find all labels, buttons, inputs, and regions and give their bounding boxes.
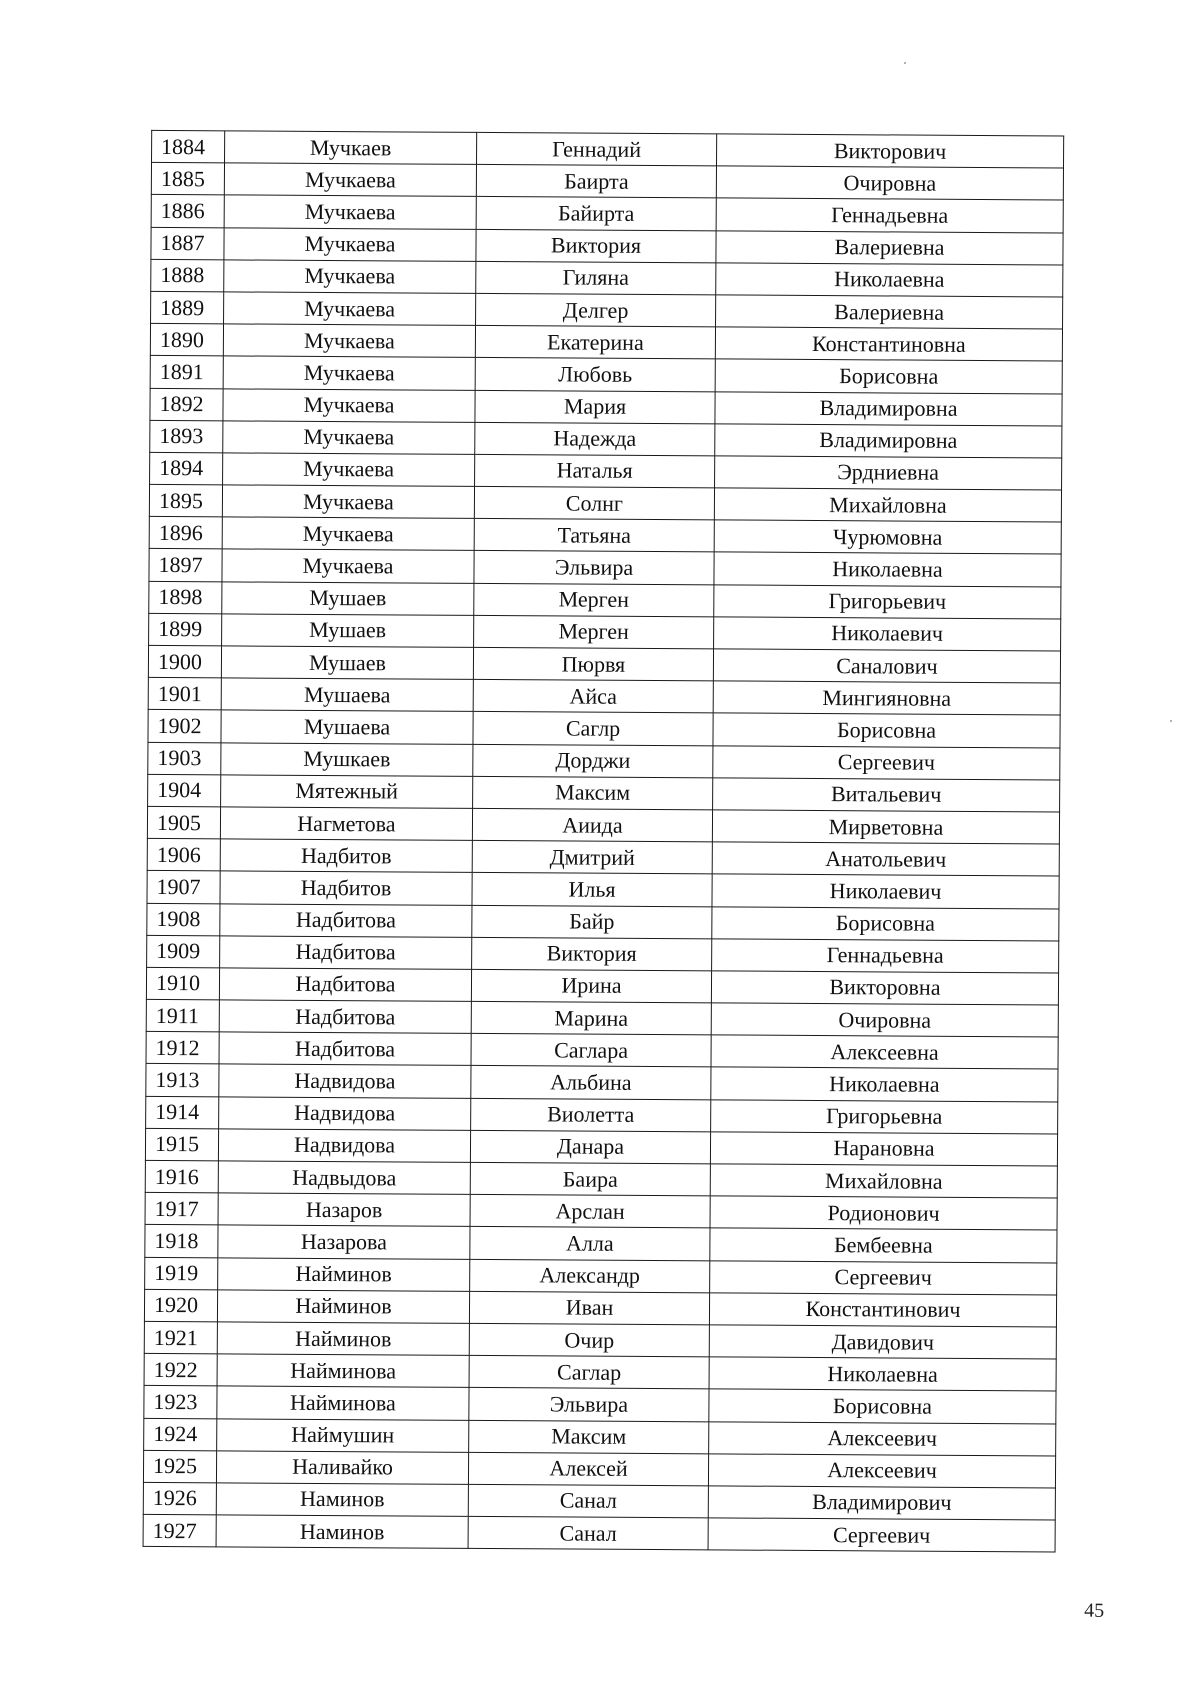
patronymic-cell: Чурюмовна bbox=[714, 520, 1061, 554]
first-name-cell: Максим bbox=[473, 776, 713, 810]
patronymic-cell: Бембеевна bbox=[710, 1228, 1057, 1262]
first-name-cell: Данара bbox=[470, 1130, 710, 1164]
patronymic-cell: Борисовна bbox=[713, 713, 1060, 747]
first-name-cell: Александр bbox=[470, 1259, 710, 1293]
last-name-cell: Мушаева bbox=[221, 710, 473, 744]
last-name-cell: Мучкаева bbox=[224, 292, 476, 326]
first-name-cell: Саглар bbox=[469, 1356, 709, 1390]
first-name-cell: Иван bbox=[469, 1291, 709, 1325]
record-number-cell: 1909 bbox=[147, 935, 220, 968]
record-number-cell: 1898 bbox=[149, 581, 222, 614]
last-name-cell: Назаров bbox=[218, 1193, 470, 1227]
first-name-cell: Гиляна bbox=[476, 261, 716, 295]
patronymic-cell: Михайловна bbox=[710, 1164, 1057, 1198]
record-number-cell: 1887 bbox=[151, 227, 224, 260]
patronymic-cell: Николаевич bbox=[712, 874, 1059, 908]
record-number-cell: 1888 bbox=[151, 259, 224, 292]
record-number-cell: 1924 bbox=[144, 1418, 217, 1451]
first-name-cell: Солнг bbox=[474, 486, 714, 520]
patronymic-cell: Валериевна bbox=[716, 295, 1063, 329]
first-name-cell: Алла bbox=[470, 1227, 710, 1261]
last-name-cell: Мучкаева bbox=[222, 549, 474, 583]
record-number-cell: 1907 bbox=[147, 871, 220, 904]
patronymic-cell: Алексеевич bbox=[708, 1454, 1055, 1488]
first-name-cell: Мария bbox=[475, 390, 715, 424]
last-name-cell: Назарова bbox=[218, 1225, 470, 1259]
first-name-cell: Эльвира bbox=[469, 1388, 709, 1422]
first-name-cell: Санал bbox=[468, 1484, 708, 1518]
first-name-cell: Виолетта bbox=[471, 1098, 711, 1132]
patronymic-cell: Борисовна bbox=[712, 906, 1059, 940]
patronymic-cell: Николаевич bbox=[714, 617, 1061, 651]
last-name-cell: Надбитова bbox=[220, 903, 472, 937]
patronymic-cell: Валериевна bbox=[716, 230, 1063, 264]
first-name-cell: Дорджи bbox=[473, 744, 713, 778]
last-name-cell: Надбитова bbox=[219, 1000, 471, 1034]
first-name-cell: Наталья bbox=[475, 454, 715, 488]
patronymic-cell: Владимировна bbox=[715, 391, 1062, 425]
record-number-cell: 1917 bbox=[145, 1193, 218, 1226]
patronymic-cell: Витальевич bbox=[713, 778, 1060, 812]
first-name-cell: Ирина bbox=[471, 969, 711, 1003]
patronymic-cell: Родионович bbox=[710, 1196, 1057, 1230]
last-name-cell: Найминов bbox=[217, 1322, 469, 1356]
record-number-cell: 1923 bbox=[144, 1386, 217, 1419]
last-name-cell: Мучкаева bbox=[223, 356, 475, 390]
patronymic-cell: Борисовна bbox=[715, 359, 1062, 393]
last-name-cell: Мучкаева bbox=[224, 163, 476, 197]
last-name-cell: Надбитова bbox=[220, 936, 472, 970]
patronymic-cell: Константиновна bbox=[715, 327, 1062, 361]
patronymic-cell: Саналович bbox=[713, 649, 1060, 683]
patronymic-cell: Сергеевич bbox=[713, 745, 1060, 779]
record-number-cell: 1884 bbox=[152, 130, 225, 163]
first-name-cell: Мерген bbox=[474, 583, 714, 617]
record-number-cell: 1906 bbox=[147, 839, 220, 872]
first-name-cell: Алексей bbox=[468, 1452, 708, 1486]
record-number-cell: 1914 bbox=[146, 1096, 219, 1129]
record-number-cell: 1925 bbox=[143, 1450, 216, 1483]
first-name-cell: Эльвира bbox=[474, 551, 714, 585]
last-name-cell: Надвидова bbox=[218, 1129, 470, 1163]
patronymic-cell: Эрдниевна bbox=[715, 456, 1062, 490]
last-name-cell: Надвидова bbox=[219, 1064, 471, 1098]
first-name-cell: Альбина bbox=[471, 1066, 711, 1100]
names-table bbox=[143, 130, 1065, 1553]
patronymic-cell: Владимировна bbox=[715, 424, 1062, 458]
names-table-body bbox=[143, 130, 1064, 1552]
record-number-cell: 1916 bbox=[145, 1160, 218, 1193]
patronymic-cell: Геннадьевна bbox=[716, 198, 1063, 232]
last-name-cell: Надбитова bbox=[219, 1032, 471, 1066]
patronymic-cell: Григорьевна bbox=[711, 1099, 1058, 1133]
record-number-cell: 1920 bbox=[144, 1289, 217, 1322]
record-number-cell: 1902 bbox=[148, 710, 221, 743]
patronymic-cell: Николаевна bbox=[716, 263, 1063, 297]
first-name-cell: Максим bbox=[469, 1420, 709, 1454]
first-name-cell: Арслан bbox=[470, 1195, 710, 1229]
record-number-cell: 1885 bbox=[151, 163, 224, 196]
last-name-cell: Мучкаева bbox=[224, 195, 476, 229]
last-name-cell: Наймушин bbox=[217, 1418, 469, 1452]
first-name-cell: Пюрвя bbox=[473, 647, 713, 681]
patronymic-cell: Викторович bbox=[716, 134, 1063, 168]
last-name-cell: Надвидова bbox=[219, 1096, 471, 1130]
record-number-cell: 1922 bbox=[144, 1354, 217, 1387]
patronymic-cell: Очировна bbox=[716, 166, 1063, 200]
patronymic-cell: Константинович bbox=[709, 1293, 1056, 1327]
page-number: 45 bbox=[1084, 1599, 1105, 1622]
first-name-cell: Аиида bbox=[472, 808, 712, 842]
patronymic-cell: Григорьевич bbox=[714, 584, 1061, 618]
first-name-cell: Санал bbox=[468, 1516, 708, 1550]
first-name-cell: Илья bbox=[472, 873, 712, 907]
record-number-cell: 1889 bbox=[151, 291, 224, 324]
patronymic-cell: Николаевна bbox=[714, 552, 1061, 586]
patronymic-cell: Очировна bbox=[711, 1003, 1058, 1037]
patronymic-cell: Николаевна bbox=[709, 1357, 1056, 1391]
first-name-cell: Делгер bbox=[476, 293, 716, 327]
record-number-cell: 1886 bbox=[151, 195, 224, 228]
first-name-cell: Виктория bbox=[472, 937, 712, 971]
record-number-cell: 1913 bbox=[146, 1064, 219, 1097]
last-name-cell: Мятежный bbox=[221, 775, 473, 809]
record-number-cell: 1926 bbox=[143, 1482, 216, 1515]
record-number-cell: 1915 bbox=[145, 1128, 218, 1161]
patronymic-cell: Борисовна bbox=[709, 1389, 1056, 1423]
patronymic-cell: Сергеевич bbox=[708, 1518, 1055, 1552]
record-number-cell: 1927 bbox=[143, 1514, 216, 1547]
first-name-cell: Баирта bbox=[476, 165, 716, 199]
patronymic-cell: Мирветовна bbox=[712, 810, 1059, 844]
record-number-cell: 1890 bbox=[150, 324, 223, 357]
record-number-cell: 1912 bbox=[146, 1032, 219, 1065]
patronymic-cell: Сергеевич bbox=[710, 1260, 1057, 1294]
last-name-cell: Мучкаева bbox=[223, 421, 475, 455]
patronymic-cell: Анатольевич bbox=[712, 842, 1059, 876]
last-name-cell: Мучкаева bbox=[223, 388, 475, 422]
patronymic-cell: Владимирович bbox=[708, 1486, 1055, 1520]
record-number-cell: 1903 bbox=[148, 742, 221, 775]
last-name-cell: Надбитова bbox=[219, 968, 471, 1002]
record-number-cell: 1897 bbox=[149, 549, 222, 582]
first-name-cell: Байирта bbox=[476, 197, 716, 231]
patronymic-cell: Алексеевич bbox=[709, 1421, 1056, 1455]
first-name-cell: Екатерина bbox=[475, 326, 715, 360]
record-number-cell: 1919 bbox=[145, 1257, 218, 1290]
record-number-cell: 1892 bbox=[150, 388, 223, 421]
last-name-cell: Надвыдова bbox=[218, 1161, 470, 1195]
last-name-cell: Нагметова bbox=[220, 807, 472, 841]
first-name-cell: Айса bbox=[473, 680, 713, 714]
first-name-cell: Дмитрий bbox=[472, 841, 712, 875]
first-name-cell: Геннадий bbox=[477, 132, 717, 166]
last-name-cell: Надбитов bbox=[220, 871, 472, 905]
record-number-cell: 1921 bbox=[144, 1321, 217, 1354]
record-number-cell: 1901 bbox=[148, 678, 221, 711]
first-name-cell: Надежда bbox=[475, 422, 715, 456]
record-number-cell: 1894 bbox=[150, 452, 223, 485]
last-name-cell: Мушаев bbox=[222, 614, 474, 648]
table-row bbox=[143, 1514, 1055, 1552]
patronymic-cell: Алексеевна bbox=[711, 1035, 1058, 1069]
patronymic-cell: Мингияновна bbox=[713, 681, 1060, 715]
record-number-cell: 1899 bbox=[149, 613, 222, 646]
record-number-cell: 1893 bbox=[150, 420, 223, 453]
last-name-cell: Найминов bbox=[217, 1290, 469, 1324]
first-name-cell: Виктория bbox=[476, 229, 716, 263]
last-name-cell: Мушкаев bbox=[221, 742, 473, 776]
last-name-cell: Мушаев bbox=[221, 646, 473, 680]
last-name-cell: Найминова bbox=[217, 1386, 469, 1420]
patronymic-cell: Михайловна bbox=[714, 488, 1061, 522]
record-number-cell: 1904 bbox=[148, 774, 221, 807]
patronymic-cell: Нарановна bbox=[710, 1132, 1057, 1166]
patronymic-cell: Викторовна bbox=[711, 971, 1058, 1005]
patronymic-cell: Геннадьевна bbox=[712, 939, 1059, 973]
last-name-cell: Надбитов bbox=[220, 839, 472, 873]
last-name-cell: Наливайко bbox=[216, 1451, 468, 1485]
first-name-cell: Байр bbox=[472, 905, 712, 939]
last-name-cell: Мучкаев bbox=[225, 131, 477, 165]
record-number-cell: 1911 bbox=[146, 999, 219, 1032]
record-number-cell: 1908 bbox=[147, 903, 220, 936]
record-number-cell: 1918 bbox=[145, 1225, 218, 1258]
first-name-cell: Любовь bbox=[475, 358, 715, 392]
last-name-cell: Мушаева bbox=[221, 678, 473, 712]
last-name-cell: Мучкаева bbox=[222, 485, 474, 519]
last-name-cell: Найминов bbox=[218, 1257, 470, 1291]
last-name-cell: Наминов bbox=[216, 1483, 468, 1517]
scan-speck bbox=[1170, 720, 1172, 722]
last-name-cell: Мучкаева bbox=[223, 453, 475, 487]
record-number-cell: 1905 bbox=[147, 806, 220, 839]
first-name-cell: Марина bbox=[471, 1001, 711, 1035]
record-number-cell: 1910 bbox=[146, 967, 219, 1000]
patronymic-cell: Давидович bbox=[709, 1325, 1056, 1359]
record-number-cell: 1891 bbox=[150, 356, 223, 389]
last-name-cell: Мучкаева bbox=[224, 260, 476, 294]
last-name-cell: Мучкаева bbox=[222, 517, 474, 551]
first-name-cell: Очир bbox=[469, 1323, 709, 1357]
last-name-cell: Мучкаева bbox=[224, 227, 476, 261]
last-name-cell: Найминова bbox=[217, 1354, 469, 1388]
record-number-cell: 1895 bbox=[149, 484, 222, 517]
last-name-cell: Мушаев bbox=[222, 581, 474, 615]
first-name-cell: Баира bbox=[470, 1162, 710, 1196]
first-name-cell: Татьяна bbox=[474, 519, 714, 553]
last-name-cell: Мучкаева bbox=[223, 324, 475, 358]
record-number-cell: 1900 bbox=[148, 645, 221, 678]
record-number-cell: 1896 bbox=[149, 517, 222, 550]
last-name-cell: Наминов bbox=[216, 1515, 468, 1549]
first-name-cell: Саглара bbox=[471, 1034, 711, 1068]
first-name-cell: Мерген bbox=[474, 615, 714, 649]
first-name-cell: Саглр bbox=[473, 712, 713, 746]
patronymic-cell: Николаевна bbox=[711, 1067, 1058, 1101]
scan-speck bbox=[904, 62, 906, 64]
